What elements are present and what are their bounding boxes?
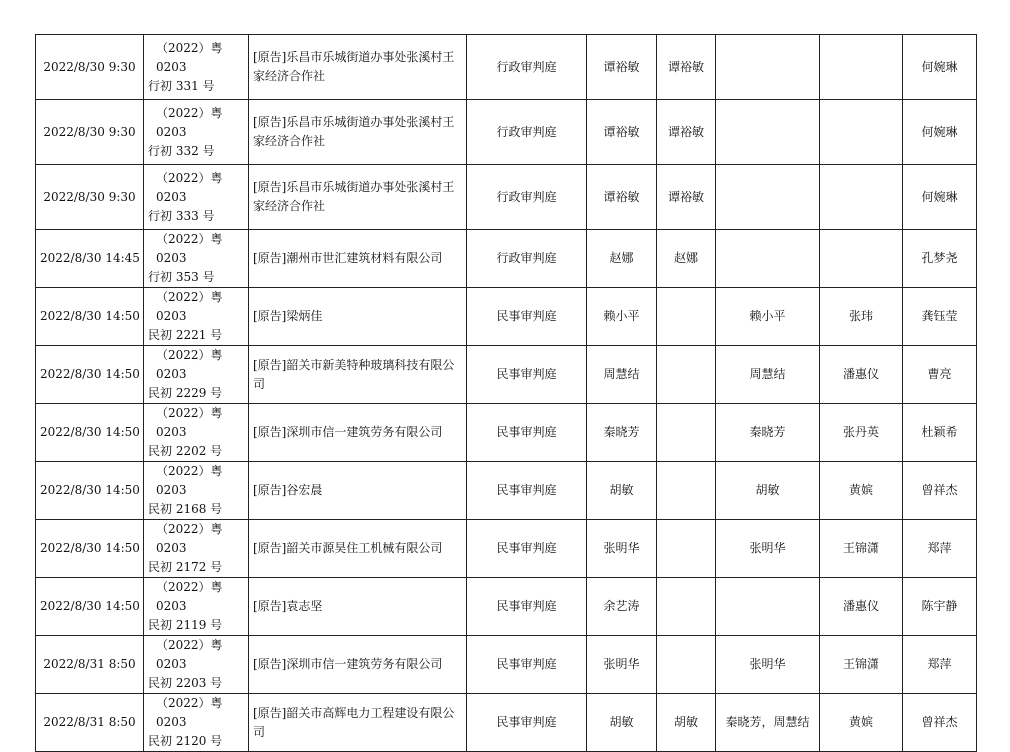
case-number-line1: （2022）粤 0203 xyxy=(156,406,223,439)
judge xyxy=(657,520,716,578)
case-number xyxy=(144,165,249,230)
tribunal: 民事审判庭 xyxy=(467,636,587,694)
party-name: [原告]韶关市新美特种玻璃科技有限公司 xyxy=(249,346,467,404)
case-number-line1: （2022）粤 0203 xyxy=(156,232,223,265)
panel-judge: 秦晓芳，周慧结 xyxy=(716,694,820,752)
tribunal: 行政审判庭 xyxy=(467,35,587,100)
court-clerk: 杜颖希 xyxy=(903,404,977,462)
table-row xyxy=(36,288,977,346)
hearing-datetime: 2022/8/30 9:30 xyxy=(36,100,144,165)
hearing-datetime: 2022/8/30 14:50 xyxy=(36,520,144,578)
people-juror xyxy=(820,165,903,230)
case-number-line2: 民初 2119 号 xyxy=(148,618,223,632)
case-number-line1: （2022）粤 0203 xyxy=(156,522,223,555)
panel-judge xyxy=(716,100,820,165)
hearing-datetime: 2022/8/30 14:45 xyxy=(36,230,144,288)
case-number-line2: 行初 332 号 xyxy=(148,143,215,158)
judge: 谭裕敏 xyxy=(657,165,716,230)
court-clerk: 曹亮 xyxy=(903,346,977,404)
case-number-line1: （2022）粤 0203 xyxy=(156,40,223,74)
case-number xyxy=(144,636,249,694)
case-number xyxy=(144,346,249,404)
people-juror xyxy=(820,100,903,165)
court-clerk: 陈宇静 xyxy=(903,578,977,636)
hearing-schedule-table xyxy=(35,34,977,752)
case-number xyxy=(144,404,249,462)
party-name: [原告]袁志坚 xyxy=(249,578,467,636)
court-clerk: 郑萍 xyxy=(903,636,977,694)
tribunal: 民事审判庭 xyxy=(467,288,587,346)
people-juror: 潘惠仪 xyxy=(820,578,903,636)
judge: 谭裕敏 xyxy=(657,35,716,100)
presiding-judge: 周慧结 xyxy=(587,346,657,404)
tribunal: 行政审判庭 xyxy=(467,230,587,288)
hearing-datetime: 2022/8/31 8:50 xyxy=(36,636,144,694)
panel-judge xyxy=(716,578,820,636)
court-clerk: 何婉琳 xyxy=(903,165,977,230)
court-clerk: 郑萍 xyxy=(903,520,977,578)
party-name: [原告]乐昌市乐城街道办事处张溪村王家经济合作社 xyxy=(249,100,467,165)
people-juror: 黄嫔 xyxy=(820,694,903,752)
judge xyxy=(657,636,716,694)
hearing-datetime: 2022/8/31 8:50 xyxy=(36,694,144,752)
case-number-line1: （2022）粤 0203 xyxy=(156,464,223,497)
table-row xyxy=(36,100,977,165)
party-name: [原告]潮州市世汇建筑材料有限公司 xyxy=(249,230,467,288)
panel-judge: 张明华 xyxy=(716,636,820,694)
people-juror xyxy=(820,35,903,100)
case-number-line1: （2022）粤 0203 xyxy=(156,638,223,671)
panel-judge: 秦晓芳 xyxy=(716,404,820,462)
case-number-line1: （2022）粤 0203 xyxy=(156,580,223,613)
tribunal: 民事审判庭 xyxy=(467,346,587,404)
judge: 赵娜 xyxy=(657,230,716,288)
presiding-judge: 赖小平 xyxy=(587,288,657,346)
presiding-judge: 胡敏 xyxy=(587,694,657,752)
case-number-line2: 民初 2172 号 xyxy=(148,560,223,574)
presiding-judge: 张明华 xyxy=(587,636,657,694)
table-row xyxy=(36,404,977,462)
party-name: [原告]韶关市源昊住工机械有限公司 xyxy=(249,520,467,578)
panel-judge: 张明华 xyxy=(716,520,820,578)
party-name: [原告]乐昌市乐城街道办事处张溪村王家经济合作社 xyxy=(249,165,467,230)
judge: 谭裕敏 xyxy=(657,100,716,165)
case-number-line2: 民初 2203 号 xyxy=(148,676,223,690)
people-juror: 黄嫔 xyxy=(820,462,903,520)
table-row xyxy=(36,230,977,288)
table-row xyxy=(36,636,977,694)
case-number xyxy=(144,520,249,578)
table-row xyxy=(36,35,977,100)
case-number-line2: 民初 2120 号 xyxy=(148,734,223,748)
case-number xyxy=(144,462,249,520)
tribunal: 民事审判庭 xyxy=(467,462,587,520)
case-number-line2: 行初 333 号 xyxy=(148,208,215,223)
people-juror: 张玮 xyxy=(820,288,903,346)
hearing-datetime: 2022/8/30 9:30 xyxy=(36,35,144,100)
party-name: [原告]乐昌市乐城街道办事处张溪村王家经济合作社 xyxy=(249,35,467,100)
case-number xyxy=(144,35,249,100)
tribunal: 行政审判庭 xyxy=(467,100,587,165)
court-clerk: 孔梦尧 xyxy=(903,230,977,288)
case-number xyxy=(144,578,249,636)
case-number xyxy=(144,694,249,752)
hearing-datetime: 2022/8/30 14:50 xyxy=(36,288,144,346)
panel-judge: 胡敏 xyxy=(716,462,820,520)
hearing-datetime: 2022/8/30 9:30 xyxy=(36,165,144,230)
court-clerk: 曾祥杰 xyxy=(903,694,977,752)
case-number xyxy=(144,100,249,165)
judge xyxy=(657,288,716,346)
party-name: [原告]梁炳佳 xyxy=(249,288,467,346)
table-row xyxy=(36,578,977,636)
case-number-line2: 民初 2168 号 xyxy=(148,502,223,516)
case-number-line1: （2022）粤 0203 xyxy=(156,290,223,323)
presiding-judge: 胡敏 xyxy=(587,462,657,520)
presiding-judge: 谭裕敏 xyxy=(587,35,657,100)
party-name: [原告]谷宏晨 xyxy=(249,462,467,520)
court-clerk: 龚钰莹 xyxy=(903,288,977,346)
panel-judge xyxy=(716,35,820,100)
people-juror: 王锦潇 xyxy=(820,636,903,694)
people-juror: 王锦潇 xyxy=(820,520,903,578)
judge xyxy=(657,462,716,520)
hearing-datetime: 2022/8/30 14:50 xyxy=(36,404,144,462)
case-number xyxy=(144,288,249,346)
party-name: [原告]深圳市信一建筑劳务有限公司 xyxy=(249,636,467,694)
case-number-line1: （2022）粤 0203 xyxy=(156,105,223,139)
presiding-judge: 张明华 xyxy=(587,520,657,578)
panel-judge: 赖小平 xyxy=(716,288,820,346)
people-juror: 潘惠仪 xyxy=(820,346,903,404)
presiding-judge: 余艺涛 xyxy=(587,578,657,636)
case-number-line1: （2022）粤 0203 xyxy=(156,170,223,204)
panel-judge xyxy=(716,165,820,230)
case-number-line2: 民初 2221 号 xyxy=(148,328,223,342)
court-clerk: 何婉琳 xyxy=(903,100,977,165)
judge xyxy=(657,346,716,404)
party-name: [原告]韶关市高辉电力工程建设有限公司 xyxy=(249,694,467,752)
tribunal: 民事审判庭 xyxy=(467,404,587,462)
tribunal: 民事审判庭 xyxy=(467,520,587,578)
court-clerk: 何婉琳 xyxy=(903,35,977,100)
party-name: [原告]深圳市信一建筑劳务有限公司 xyxy=(249,404,467,462)
tribunal: 行政审判庭 xyxy=(467,165,587,230)
tribunal: 民事审判庭 xyxy=(467,694,587,752)
hearing-datetime: 2022/8/30 14:50 xyxy=(36,346,144,404)
judge xyxy=(657,578,716,636)
case-number-line2: 行初 331 号 xyxy=(148,78,215,93)
hearing-datetime: 2022/8/30 14:50 xyxy=(36,578,144,636)
case-number xyxy=(144,230,249,288)
judge xyxy=(657,404,716,462)
judge: 胡敏 xyxy=(657,694,716,752)
presiding-judge: 秦晓芳 xyxy=(587,404,657,462)
hearing-datetime: 2022/8/30 14:50 xyxy=(36,462,144,520)
presiding-judge: 谭裕敏 xyxy=(587,165,657,230)
table-row xyxy=(36,520,977,578)
case-number-line2: 民初 2202 号 xyxy=(148,444,223,458)
presiding-judge: 谭裕敏 xyxy=(587,100,657,165)
table-row xyxy=(36,462,977,520)
table-row xyxy=(36,165,977,230)
panel-judge xyxy=(716,230,820,288)
tribunal: 民事审判庭 xyxy=(467,578,587,636)
case-number-line2: 行初 353 号 xyxy=(148,270,215,284)
table-row xyxy=(36,346,977,404)
case-number-line2: 民初 2229 号 xyxy=(148,386,223,400)
court-clerk: 曾祥杰 xyxy=(903,462,977,520)
case-number-line1: （2022）粤 0203 xyxy=(156,696,223,729)
table-row xyxy=(36,694,977,752)
people-juror: 张丹英 xyxy=(820,404,903,462)
case-number-line1: （2022）粤 0203 xyxy=(156,348,223,381)
panel-judge: 周慧结 xyxy=(716,346,820,404)
people-juror xyxy=(820,230,903,288)
presiding-judge: 赵娜 xyxy=(587,230,657,288)
